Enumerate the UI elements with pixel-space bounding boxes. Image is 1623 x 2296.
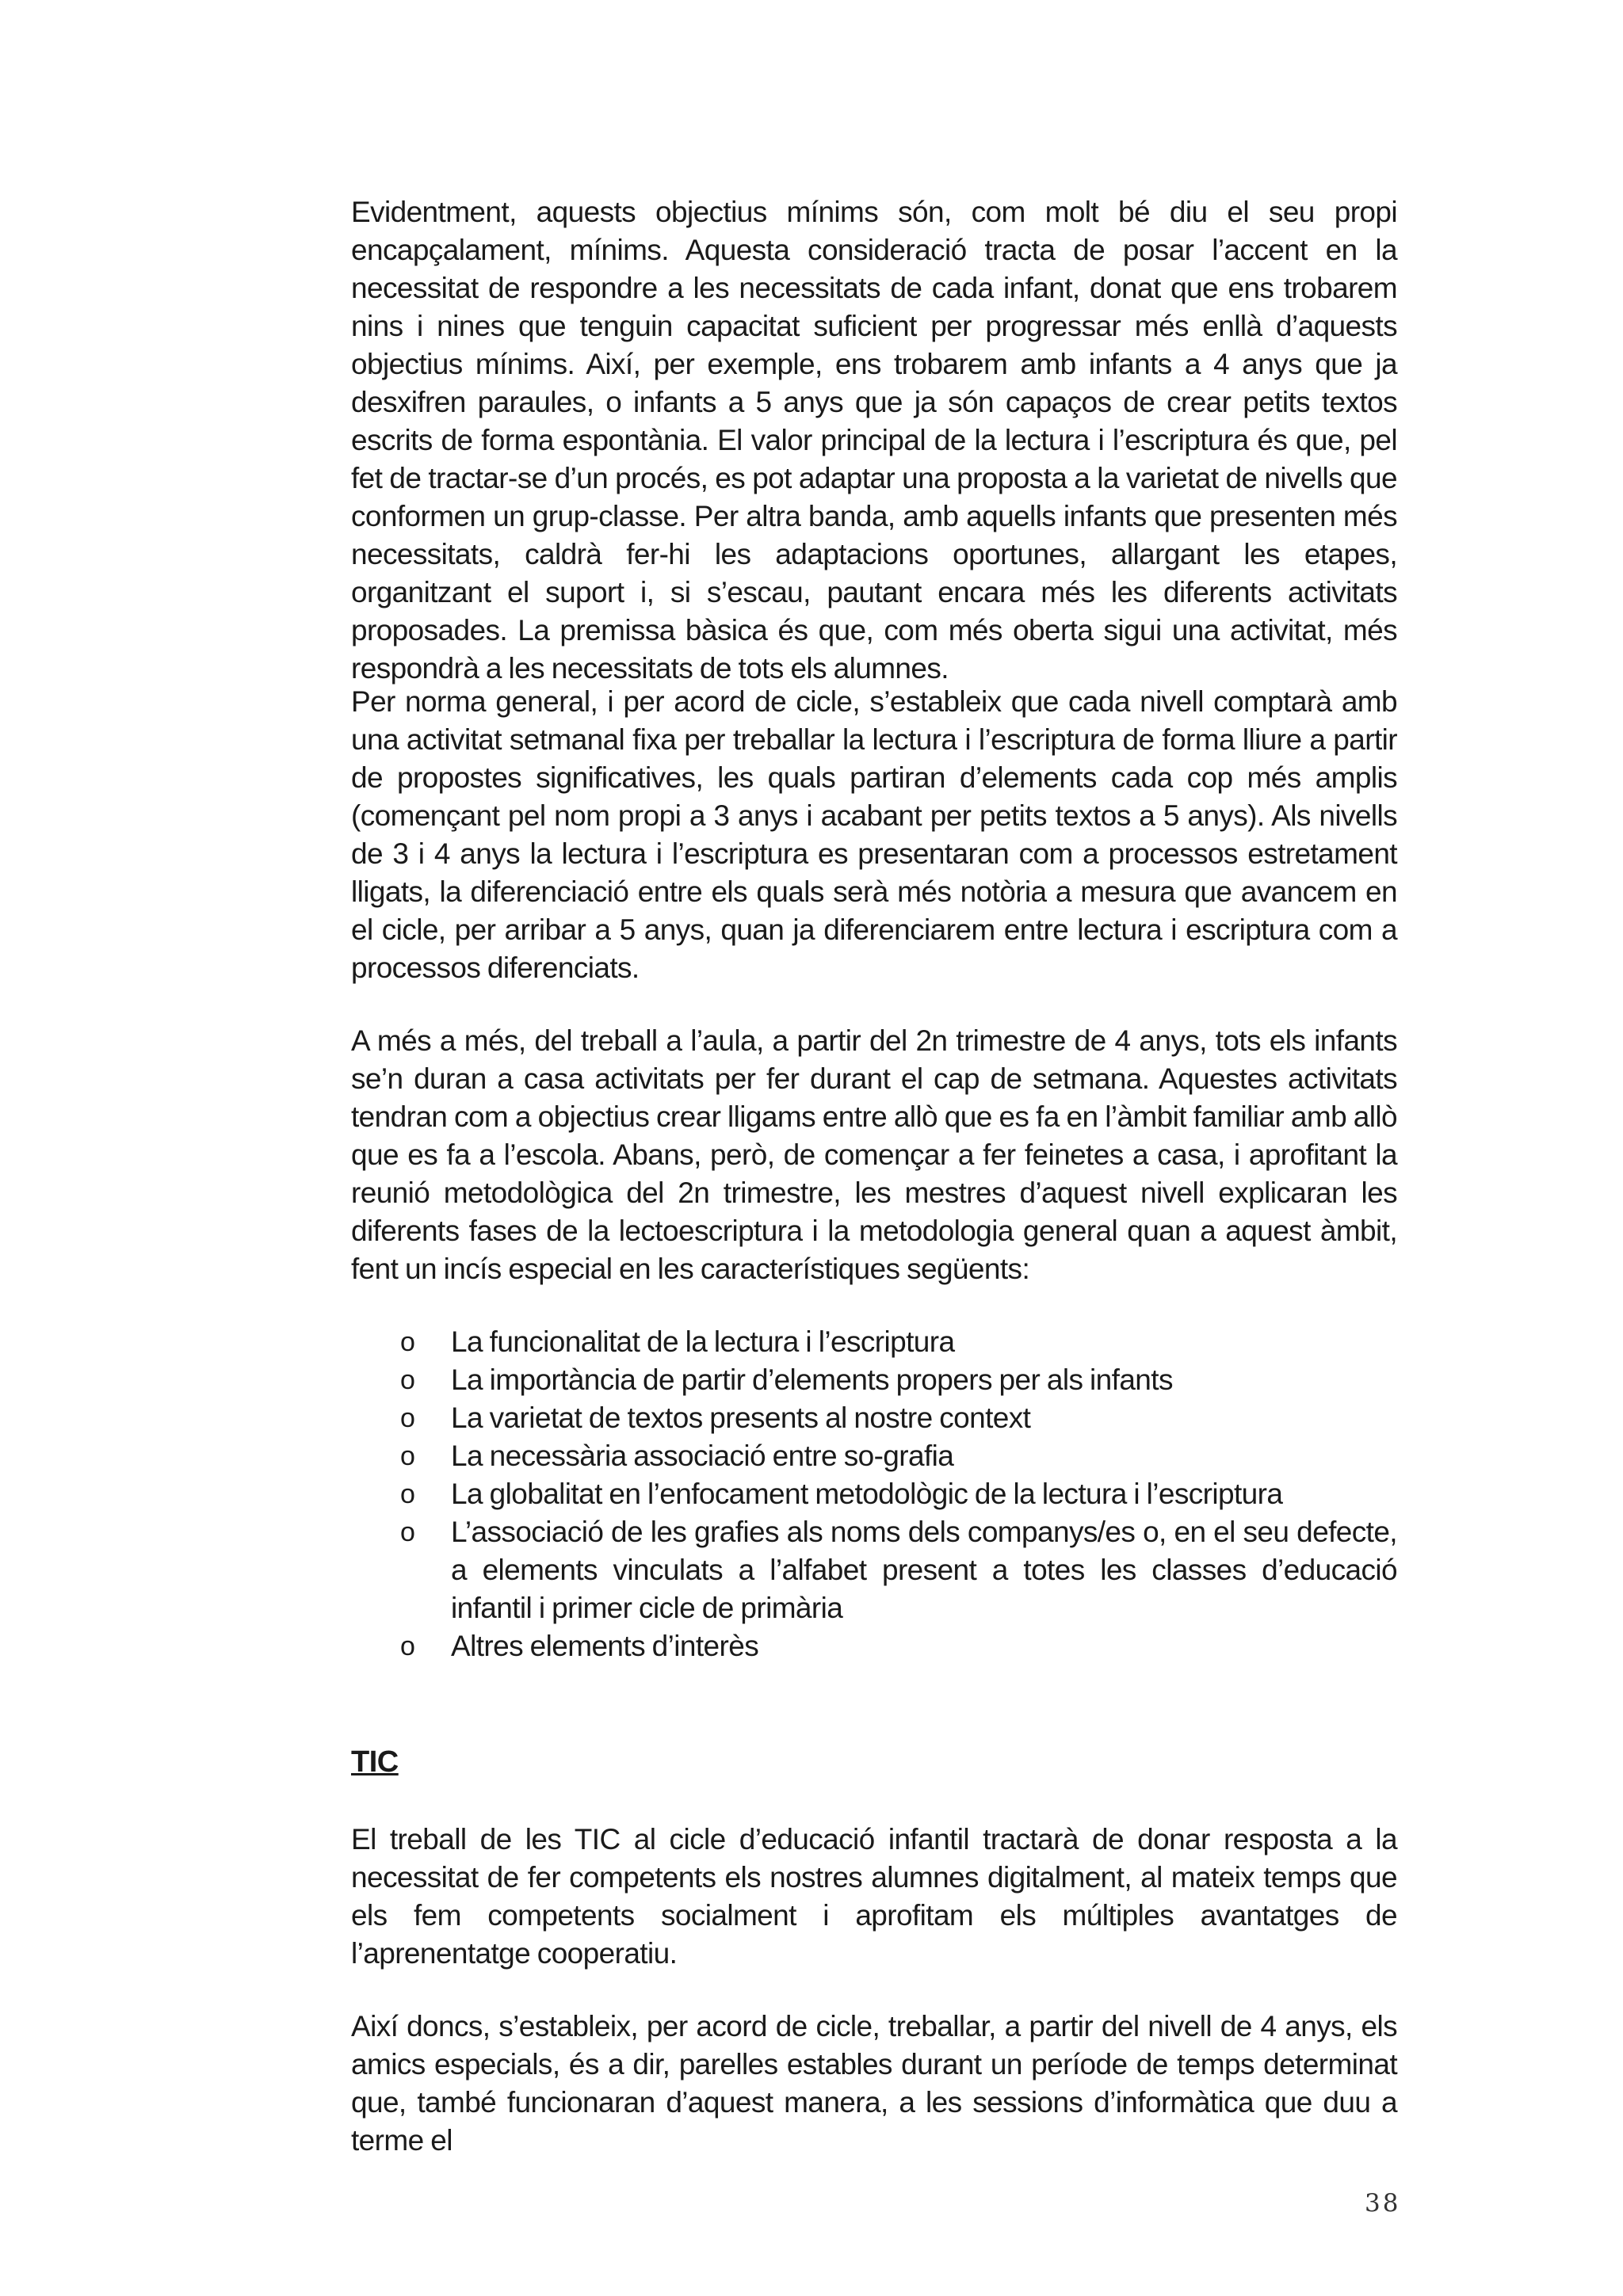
paragraph-special-friends: Així doncs, s’estableix, per acord de cicle, treballar, a partir del nivell de 4 anys, els amics especials, és a dir, parelles estables durant un període de temps determinat que, també funcionaran d’aquest manera, a les sessions d’informàtica que duu a terme el (351, 2010, 1397, 2157)
paragraph-minimum-objectives: Evidentment, aquests objectius mínims són, com molt bé diu el seu propi encapçalament, mínims. Aquesta consideració tracta de posar l’accent en la necessitat de respondre a les necessitats de cada infant, donat que ens trobarem nins i nines que tenguin capacitat suficient per progressar més enllà d’aquests objectius mínims. Així, per exemple, ens trobarem amb infants a 4 anys que ja desxifren paraules, o infants a 5 anys que ja són capaços de crear petits textos escrits de forma espontània. El valor principal de la lectura i l’escriptura és que, pel fet de tractar-se d’un procés, es pot adaptar una proposta a la varietat de nivells que conformen un grup-classe. Per altra banda, amb aquells infants que presenten més necessitats, caldrà fer-hi les adaptacions oportunes, allargant les etapes, organitzant el suport i, si s’escau, pautant encara més les diferents activitats proposades. La premissa bàsica és que, com més oberta sigui una activitat, més respondrà a les necessitats de tots els alumnes. (351, 196, 1397, 685)
list-item (351, 1399, 1397, 1437)
paragraph-tic-work: El treball de les TIC al cicle d’educació infantil tractarà de donar resposta a la necessitat de fer competents els nostres alumnes digitalment, al mateix temps que els fem competents socialment i aprofitam els múltiples avantatges de l’aprenentatge cooperatiu. (351, 1823, 1397, 1970)
list-item-text: La necessària associació entre so-grafia (451, 1440, 954, 1472)
circle-bullet-icon: o (400, 1631, 415, 1661)
paragraph-home-activities: A més a més, del treball a l’aula, a partir del 2n trimestre de 4 anys, tots els infants se’n duran a casa activitats per fer durant el cap de setmana. Aquestes activitats tendran com a objectius crear lligams entre allò que es fa en l’àmbit familiar amb allò que es fa a l’escola. Abans, però, de començar a fer feinetes a casa, i aprofitant la reunió metodològica del 2n trimestre, les mestres d’aquest nivell explicaran les diferents fases de la lectoescriptura i la metodologia general quan a aquest àmbit, fent un incís especial en les característiques següents: (351, 1024, 1397, 1285)
list-item-text: La globalitat en l’enfocament metodològic de la lectura i l’escriptura (451, 1478, 1283, 1510)
circle-bullet-icon: o (400, 1403, 415, 1433)
circle-bullet-icon: o (400, 1327, 415, 1357)
characteristics-list (351, 1323, 1397, 1665)
circle-bullet-icon: o (400, 1441, 415, 1471)
list-item (351, 1437, 1397, 1475)
circle-bullet-icon: o (400, 1365, 415, 1395)
list-item (351, 1513, 1397, 1627)
list-item-text: L’associació de les grafies als noms dels companys/es o, en el seu defecte, a elements vinculats a l’alfabet present a totes les classes d’educació infantil i primer cicle de primària (451, 1516, 1397, 1624)
list-item-text: La funcionalitat de la lectura i l’escriptura (451, 1325, 955, 1358)
list-item-text: La varietat de textos presents al nostre context (451, 1402, 1031, 1434)
list-item (351, 1475, 1397, 1513)
section-heading-tic: TIC (351, 1745, 399, 1779)
list-item-text: Altres elements d’interès (451, 1630, 759, 1662)
list-item-text: La importància de partir d’elements propers per als infants (451, 1363, 1173, 1396)
page-number: 38 (1365, 2189, 1401, 2218)
list-item (351, 1627, 1397, 1665)
list-item (351, 1323, 1397, 1361)
list-item (351, 1361, 1397, 1399)
circle-bullet-icon: o (400, 1479, 415, 1509)
paragraph-general-norm: Per norma general, i per acord de cicle, s’estableix que cada nivell comptarà amb una activitat setmanal fixa per treballar la lectura i l’escriptura de forma lliure a partir de propostes significatives, les quals partiran d’elements cada cop més amplis (començant pel nom propi a 3 anys i acabant per petits textos a 5 anys). Als nivells de 3 i 4 anys la lectura i l’escriptura es presentaran com a processos estretament lligats, la diferenciació entre els quals serà més notòria a mesura que avancem en el cicle, per arribar a 5 anys, quan ja diferenciarem entre lectura i escriptura com a processos diferenciats. (351, 685, 1397, 984)
circle-bullet-icon: o (400, 1517, 415, 1547)
